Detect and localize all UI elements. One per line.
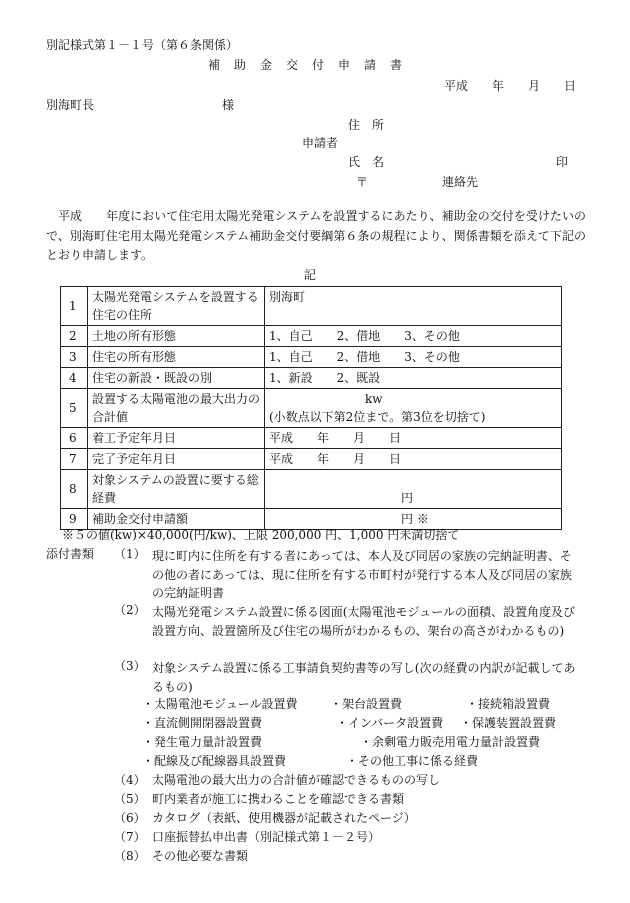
contact-label: 連絡先	[442, 175, 479, 189]
cost-item: ・接続箱設置費	[466, 697, 551, 711]
attachment-text: 町内業者が施工に携わることを確認できる書類	[152, 792, 405, 806]
date-line: 平成 年 月 日	[443, 79, 576, 93]
table-row	[61, 449, 562, 470]
table-footnote: ※５の値(kw)×40,000(円/kw)、上限 200,000 円、1,000 円未満切捨て	[62, 528, 460, 542]
table-row	[61, 428, 562, 449]
attachment-no: （5）	[114, 792, 146, 806]
name-label: 氏 名	[348, 155, 385, 169]
row-value-cell	[265, 389, 562, 428]
form-title: 補 助 金 交 付 申 請 書	[208, 58, 404, 72]
table-row	[61, 326, 562, 347]
row-no: 7	[61, 449, 88, 470]
table-row	[61, 470, 562, 509]
attachment-text: 口座振替払申出書（別記様式第１－２号）	[152, 830, 381, 844]
table-row	[61, 287, 562, 326]
row-value: 1、自己 2、借地 3、その他	[265, 347, 562, 368]
cost-item: ・余剰電力販売用電力量計設置費	[360, 735, 541, 749]
row-item: 着工予定年月日	[88, 428, 265, 449]
addressee-honorific: 様	[222, 98, 235, 112]
row-no: 9	[61, 509, 88, 530]
row-value: 1、自己 2、借地 3、その他	[265, 326, 562, 347]
row-no: 8	[61, 470, 88, 509]
row-item: 補助金交付申請額	[88, 509, 265, 530]
attachment-text: 太陽電池の最大出力の合計値が確認できるものの写し	[152, 773, 441, 787]
attachment-no: （8）	[114, 849, 146, 863]
form-number: 別記様式第１－１号（第６条関係）	[46, 38, 239, 52]
table-row	[61, 368, 562, 389]
address-label: 住 所	[348, 118, 385, 132]
cost-item: ・発生電力量計設置費	[142, 735, 263, 749]
output-note: (小数点以下第2位まで。第3位を切捨て)	[269, 410, 486, 424]
row-no: 5	[61, 389, 88, 428]
applicant-label: 申請者	[302, 136, 339, 150]
attachment-text: 太陽光発電システム設置に係る図面(太陽電池モジュールの面積、設置角度及び設置方向、設置箇所及び住宅の場所がわかるもの、架台の高さがわかるもの)	[152, 605, 576, 638]
row-value: 円	[265, 470, 562, 509]
row-value: 別海町	[265, 287, 562, 326]
row-item: 対象システムの設置に要する総経費	[88, 470, 265, 509]
attachment-no: （3）	[114, 659, 146, 673]
row-item: 住宅の所有形態	[88, 347, 265, 368]
attachment-no: （1）	[114, 547, 146, 561]
row-no: 3	[61, 347, 88, 368]
row-item: 住宅の新設・既設の別	[88, 368, 265, 389]
table-row	[61, 509, 562, 530]
application-paragraph: 平成 年度において住宅用太陽光発電システムを設置するにあたり、補助金の交付を受けたいので、別海町住宅用太陽光発電システム補助金交付要綱第６条の規程により、関係書類を添えて下記のとおり申請します。	[46, 209, 586, 262]
seal-mark: 印	[556, 155, 569, 169]
row-value: 円 ※	[265, 509, 562, 530]
attachment-text: その他必要な書類	[152, 849, 249, 863]
row-item: 設置する太陽電池の最大出力の合計値	[88, 389, 265, 428]
cost-item: ・配線及び配線器具設置費	[142, 754, 287, 768]
row-value: 平成 年 月 日	[265, 428, 562, 449]
attachment-no: （4）	[114, 773, 146, 787]
table-row	[61, 347, 562, 368]
attachment-text: カタログ（表紙、使用機器が記載されたページ）	[152, 811, 416, 825]
row-no: 2	[61, 326, 88, 347]
cost-item: ・インバータ設置費	[336, 716, 444, 730]
table-row	[61, 389, 562, 428]
cost-item: ・その他工事に係る経費	[346, 754, 479, 768]
output-unit: kw	[365, 392, 383, 406]
row-no: 4	[61, 368, 88, 389]
cost-item: ・保護装置設置費	[460, 716, 557, 730]
attachment-text: 対象システム設置に係る工事請負契約書等の写し(次の経費の内訳が記載してあるもの)	[152, 661, 576, 694]
postal-mark: 〒	[356, 175, 369, 189]
row-no: 6	[61, 428, 88, 449]
row-no: 1	[61, 287, 88, 326]
attachment-no: （2）	[114, 603, 146, 617]
attachment-text: 現に町内に住所を有する者にあっては、本人及び同居の家族の完納証明書、その他の者にあっては、現に住所を有する市町村が発行する本人及び同居の家族の完納証明書	[152, 549, 572, 600]
cost-item: ・直流側開閉器設置費	[142, 716, 263, 730]
row-item: 完了予定年月日	[88, 449, 265, 470]
addressee: 別海町長	[46, 98, 95, 112]
attachment-no: （6）	[114, 811, 146, 825]
cost-item: ・架台設置費	[330, 697, 403, 711]
attachments-label: 添付書類	[46, 547, 95, 561]
row-item: 太陽光発電システムを設置する住宅の住所	[88, 287, 265, 326]
row-value: 1、新設 2、既設	[265, 368, 562, 389]
application-table	[60, 286, 562, 530]
row-item: 土地の所有形態	[88, 326, 265, 347]
cost-item: ・太陽電池モジュール設置費	[142, 697, 298, 711]
ki-mark: 記	[304, 268, 317, 282]
row-value: 平成 年 月 日	[265, 449, 562, 470]
attachment-no: （7）	[114, 830, 146, 844]
